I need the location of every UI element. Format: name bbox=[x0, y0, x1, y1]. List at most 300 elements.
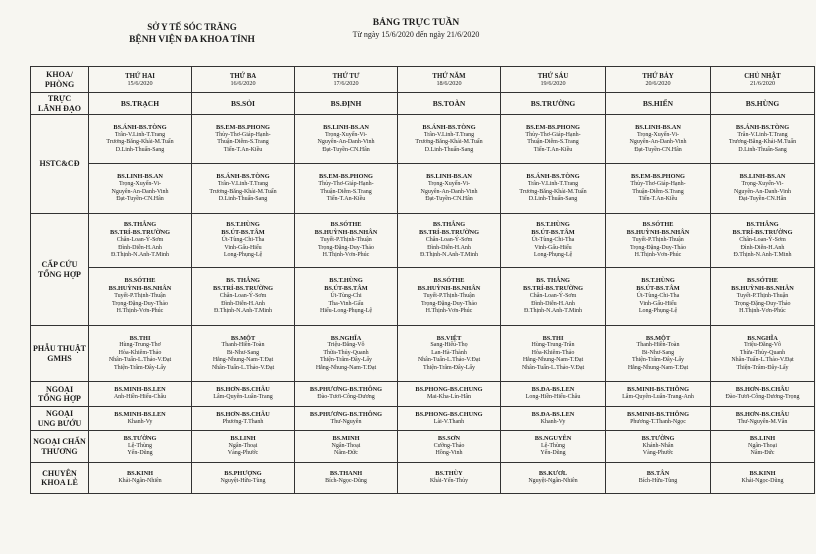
duty-cell bbox=[295, 463, 398, 494]
duty-staff: Đ.Thịnh-N.Anh-T.Minh bbox=[419, 252, 479, 259]
roster-row bbox=[31, 382, 815, 407]
duty-staff: Trân-V.Linh-T.Trang bbox=[527, 181, 579, 188]
duty-doctor: BS.ÚT-BS.TÂM bbox=[324, 285, 368, 293]
duty-doctor: BS.THẮNG bbox=[123, 221, 157, 229]
duty-cell bbox=[89, 115, 192, 164]
duty-staff: Trọng-Xuyến-Vi- bbox=[427, 181, 471, 188]
duty-doctor: BS.SÓTHE bbox=[747, 277, 778, 285]
department-line2: THƯƠNG bbox=[41, 446, 78, 456]
duty-staff: Thủy-Thơ-Giáp-Hạnh- bbox=[630, 181, 686, 188]
day-header bbox=[398, 67, 501, 93]
duty-cell bbox=[501, 115, 606, 164]
duty-cell bbox=[89, 268, 192, 326]
duty-doctor: BS.KƯƠL bbox=[538, 470, 568, 478]
duty-staff: Trân-V.Linh-T.Trang bbox=[423, 131, 475, 138]
duty-staff: Tiến-T.An-Kiều bbox=[638, 196, 678, 203]
day-header bbox=[711, 67, 815, 93]
duty-cell bbox=[295, 326, 398, 382]
duty-cell bbox=[606, 214, 711, 268]
duty-staff: Long-Hiền-Hiếu-Châu bbox=[525, 394, 581, 401]
duty-doctor: BS.ĐA-BS.LEN bbox=[531, 386, 575, 394]
duty-staff: Khải-Ngân-Nhiên bbox=[118, 478, 162, 485]
duty-cell bbox=[295, 407, 398, 431]
duty-staff: Thuận-Diễm-S.Trang bbox=[320, 188, 372, 195]
org-name: SỞ Y TẾ SÓC TRĂNG bbox=[147, 22, 237, 32]
duty-doctor: BS.HƠN-BS.CHÂU bbox=[735, 386, 790, 394]
duty-staff: Tuyết-P.Thịnh-Thuận bbox=[632, 237, 684, 244]
duty-cell bbox=[606, 268, 711, 326]
roster-row bbox=[31, 326, 815, 382]
duty-staff: Bi-Như-Sang bbox=[641, 349, 675, 356]
duty-doctor: BS.EM-BS.PHONG bbox=[319, 173, 373, 181]
duty-staff: Đạt-Tuyền-CN.Hân bbox=[634, 146, 682, 153]
duty-staff: Đ.Thịnh-N.Anh-T.Minh bbox=[213, 308, 273, 315]
duty-staff: Thừa-Thủy-Quanh bbox=[323, 349, 369, 356]
duty-doctor: BS.LINH-BS.AN bbox=[323, 123, 369, 131]
duty-cell bbox=[711, 164, 815, 214]
duty-doctor: BS.LINH-BS.AN bbox=[426, 173, 472, 181]
duty-doctor: BS.MINH-BS.THÔNG bbox=[627, 410, 689, 418]
day-name: CHỦ NHẬT bbox=[744, 72, 781, 80]
leadership-doctor: BS.TRẠCH bbox=[89, 93, 192, 115]
department-line1: CẤP CỨU bbox=[41, 260, 78, 270]
duty-staff: Nhân-Tuấn-L.Thảo-V.Đạt bbox=[731, 357, 794, 364]
duty-staff: Trọng-Đặng-Duy-Thảo bbox=[629, 244, 687, 251]
duty-cell bbox=[501, 268, 606, 326]
duty-doctor: BS.EM-BS.PHONG bbox=[631, 173, 685, 181]
duty-doctor: BS.T.HÙNG bbox=[641, 277, 675, 285]
duty-staff: Trương-Băng-Khải-M.Tuấn bbox=[209, 188, 277, 195]
duty-doctor: BS.NGUYÊN bbox=[534, 435, 572, 443]
duty-cell bbox=[398, 407, 501, 431]
duty-staff: Trân-V.Linh-T.Trang bbox=[114, 131, 166, 138]
duty-doctor: BS.TRÍ-BS.TRƯỜNG bbox=[419, 229, 479, 237]
duty-cell bbox=[89, 463, 192, 494]
duty-doctor: BS.ÚT-BS.TÂM bbox=[221, 229, 265, 237]
leadership-doctor: BS.TOÀN bbox=[398, 93, 501, 115]
duty-cell bbox=[606, 382, 711, 407]
duty-cell bbox=[398, 326, 501, 382]
duty-staff: Trọng-Đặng-Duy-Thảo bbox=[111, 300, 169, 307]
duty-cell bbox=[711, 407, 815, 431]
duty-cell bbox=[606, 115, 711, 164]
duty-staff: Đình-Diễn-H.Anh bbox=[427, 244, 471, 251]
duty-staff: Nguyên-An-Danh-Vinh bbox=[317, 139, 375, 146]
duty-cell bbox=[711, 268, 815, 326]
duty-doctor: BS.KINH bbox=[749, 470, 776, 478]
duty-doctor: BS.TRÍ-BS.TRƯỜNG bbox=[732, 229, 793, 237]
duty-cell bbox=[501, 326, 606, 382]
duty-doctor: BS.NGHĨA bbox=[747, 334, 778, 342]
duty-staff: Tha-Vinh-Gấu bbox=[328, 300, 364, 307]
duty-staff: Trương-Băng-Khải-M.Tuấn bbox=[415, 139, 483, 146]
duty-cell bbox=[501, 382, 606, 407]
duty-staff: Vàng-Phước bbox=[642, 450, 674, 457]
duty-staff: Tuyết-P.Thịnh-Thuận bbox=[114, 293, 166, 300]
hospital-name: BỆNH VIỆN ĐA KHOA TỈNH bbox=[129, 35, 255, 45]
department-label bbox=[31, 431, 89, 463]
duty-staff: Lài-V.Thanh bbox=[433, 418, 465, 425]
duty-staff: Trọng-Xuyến-Vi- bbox=[118, 181, 162, 188]
department-line1: NGOẠI bbox=[45, 409, 74, 419]
duty-staff: Tiến-T.An-Kiều bbox=[326, 196, 366, 203]
duty-staff: Nguyên-An-Danh-Vinh bbox=[111, 188, 169, 195]
duty-staff: Yến-Dũng bbox=[540, 450, 566, 457]
duty-staff: Út-Tùng-Chi bbox=[330, 293, 362, 300]
duty-staff: Trọng-Đặng-Duy-Thảo bbox=[420, 300, 478, 307]
day-name: THỨ HAI bbox=[125, 72, 155, 80]
duty-staff: Đình-Diễn-H.Anh bbox=[740, 244, 785, 251]
duty-doctor: BS.HUỲNH-BS.NHÂN bbox=[314, 229, 378, 237]
leadership-doctor: BS.ĐỊNH bbox=[295, 93, 398, 115]
duty-cell bbox=[192, 407, 295, 431]
leadership-doctor: BS.HIỂN bbox=[606, 93, 711, 115]
duty-doctor: BS.ÁNH-BS.TÒNG bbox=[113, 123, 167, 131]
duty-staff: Thuận-Diễm-S.Trang bbox=[527, 139, 579, 146]
leadership-label bbox=[31, 93, 89, 115]
duty-staff: Hòa-Khiêm-Thảo bbox=[118, 349, 162, 356]
roster-row bbox=[31, 407, 815, 431]
duty-staff: Út-Tùng-Chi-Tha bbox=[636, 293, 680, 300]
duty-cell bbox=[192, 164, 295, 214]
duty-staff: Đạt-Tuyền-CN.Hân bbox=[425, 196, 473, 203]
day-header bbox=[295, 67, 398, 93]
day-date: 20/6/2020 bbox=[645, 79, 671, 87]
date-range: Từ ngày 15/6/2020 đến ngày 21/6/2020 bbox=[352, 30, 480, 39]
day-date: 19/6/2020 bbox=[540, 79, 566, 87]
duty-cell bbox=[501, 164, 606, 214]
duty-staff: H.Thịnh-Vơn-Phúc bbox=[116, 308, 164, 315]
duty-staff: H.Thịnh-Vơn-Phúc bbox=[322, 252, 370, 259]
leadership-doctor: BS.TRƯỜNG bbox=[501, 93, 606, 115]
department-line2: TỔNG HỢP bbox=[38, 394, 81, 403]
duty-staff: Thanh-Hiền-Toàn bbox=[221, 342, 265, 349]
leadership-label-line2: LÃNH ĐẠO bbox=[38, 103, 81, 113]
duty-doctor: BS.ÁNH-BS.TÒNG bbox=[216, 173, 270, 181]
duty-doctor: BS.THÙY bbox=[435, 470, 463, 478]
duty-doctor: BS.HUỲNH-BS.NHÂN bbox=[626, 229, 690, 237]
duty-staff: Đình-Diễn-H.Anh bbox=[531, 300, 575, 307]
duty-cell bbox=[295, 268, 398, 326]
department-label bbox=[31, 326, 89, 382]
duty-doctor: BS.THẮNG bbox=[432, 221, 466, 229]
duty-staff: D.Linh-Thuấn-Sang bbox=[528, 196, 578, 203]
duty-cell bbox=[295, 164, 398, 214]
duty-staff: Đạt-Tuyền-CN.Hân bbox=[116, 196, 164, 203]
duty-staff: Khanh-Vy bbox=[540, 418, 566, 425]
leadership-doctor: BS.HÙNG bbox=[711, 93, 815, 115]
duty-cell bbox=[295, 214, 398, 268]
duty-doctor: BS.LINH-BS.AN bbox=[739, 173, 786, 181]
department-line2: KHOA LẺ bbox=[41, 478, 78, 487]
department-line1: NGOẠI CHẤN bbox=[33, 437, 86, 447]
duty-staff: Út-Tùng-Chi-Tha bbox=[221, 237, 265, 244]
duty-cell bbox=[192, 382, 295, 407]
duty-staff: Đình-Diễn-H.Anh bbox=[221, 300, 265, 307]
duty-staff: Long-Phụng-Lệ bbox=[638, 308, 678, 315]
duty-cell bbox=[89, 326, 192, 382]
duty-staff: Tuyết-P.Thịnh-Thuận bbox=[736, 293, 789, 300]
duty-staff: Bích-Ngọc-Dũng bbox=[325, 478, 367, 485]
leadership-label-line1: TRỰC bbox=[47, 94, 72, 104]
duty-staff: Phương-T.Thanh-Ngọc bbox=[630, 418, 686, 425]
duty-staff: Vinh-Gấu-Hiếu bbox=[534, 244, 572, 251]
duty-staff: Hòa-Khiêm-Thảo bbox=[531, 349, 575, 356]
department-line2: UNG BƯỚU bbox=[37, 418, 82, 428]
duty-staff: Ngân-Thoại bbox=[228, 442, 258, 449]
duty-staff: Lâm-Quyên-Luân-Trang-Anh bbox=[622, 394, 694, 401]
day-header bbox=[89, 67, 192, 93]
duty-doctor: BS.LINH bbox=[749, 435, 776, 443]
duty-cell bbox=[192, 268, 295, 326]
day-name: THỨ BA bbox=[229, 72, 257, 80]
duty-staff: Thuận-Diễm-S.Trang bbox=[217, 139, 269, 146]
duty-staff: Trọng-Xuyến-Vi- bbox=[636, 131, 680, 138]
roster-row bbox=[31, 115, 815, 164]
duty-doctor: BS.PHƯƠNG-BS.THÔNG bbox=[309, 410, 383, 418]
duty-staff: Cường-Thảo bbox=[433, 442, 465, 449]
duty-doctor: BS.EM-BS.PHONG bbox=[526, 123, 580, 131]
duty-cell bbox=[398, 431, 501, 463]
duty-doctor: BS.SƠN bbox=[437, 435, 461, 443]
duty-staff: Thủy-Thơ-Giáp-Hạnh- bbox=[215, 131, 271, 138]
duty-staff: Thủy-Thơ-Giáp-Hạnh- bbox=[318, 181, 374, 188]
department-line2: GMHS bbox=[47, 353, 72, 363]
duty-doctor: BS.HUỲNH-BS.NHÂN bbox=[417, 285, 481, 293]
leadership-row bbox=[31, 93, 815, 115]
duty-cell bbox=[192, 326, 295, 382]
duty-staff: Nhân-Tuấn-L.Thảo-V.Đạt bbox=[417, 357, 481, 364]
department-line1: HSTC&CĐ bbox=[39, 159, 80, 169]
day-date: 18/6/2020 bbox=[436, 79, 462, 87]
duty-staff: Đình-Diễn-H.Anh bbox=[118, 244, 162, 251]
leadership-doctor: BS.SỎI bbox=[192, 93, 295, 115]
duty-staff: Thiện-Trâm-Đây-Lấy bbox=[319, 357, 373, 364]
duty-staff: Trương-Băng-Khải-M.Tuấn bbox=[519, 188, 587, 195]
duty-doctor: BS.VIỆT bbox=[436, 334, 462, 342]
duty-staff: Lan-Hà-Thành bbox=[431, 349, 467, 356]
roster-row bbox=[31, 463, 815, 494]
duty-staff: Anh-Hiền-Hiếu-Châu bbox=[113, 394, 167, 401]
duty-staff: D.Linh-Thuấn-Sang bbox=[424, 146, 474, 153]
duty-staff: Đ.Thịnh-N.Anh-T.Minh bbox=[523, 308, 583, 315]
corner-line1: KHOA/ bbox=[46, 70, 73, 80]
duty-cell bbox=[606, 463, 711, 494]
duty-staff: H.Thịnh-Vơn-Phúc bbox=[739, 308, 786, 315]
duty-staff: Nâm-Đức bbox=[334, 450, 358, 457]
duty-staff: Long-Phụng-Lệ bbox=[533, 252, 573, 259]
duty-staff: Tiến-T.An-Kiều bbox=[223, 146, 263, 153]
org-header bbox=[92, 22, 292, 45]
duty-doctor: BS.PHONG-BS.CHUNG bbox=[415, 386, 483, 394]
duty-doctor: BS.ÚT-BS.TÂM bbox=[531, 229, 575, 237]
duty-doctor: BS.KINH bbox=[126, 470, 154, 478]
duty-cell bbox=[606, 431, 711, 463]
duty-cell bbox=[89, 431, 192, 463]
duty-staff: Trương-Băng-Khải-M.Tuấn bbox=[728, 139, 797, 146]
duty-doctor: BS.MINH bbox=[332, 435, 360, 443]
duty-staff: Vinh-Gấu-Hiếu bbox=[224, 244, 262, 251]
duty-doctor: BS.T.HÙNG bbox=[536, 221, 570, 229]
department-label bbox=[31, 115, 89, 214]
duty-staff: Trương-Băng-Khải-M.Tuấn bbox=[106, 139, 174, 146]
duty-doctor: BS.PHONG-BS.CHUNG bbox=[415, 410, 483, 418]
duty-cell bbox=[192, 431, 295, 463]
duty-staff: Hằng-Nhung-Nam-T.Đạt bbox=[212, 357, 274, 364]
duty-doctor: BS.TƯỜNG bbox=[123, 435, 157, 443]
day-name: THỨ SÁU bbox=[537, 72, 569, 80]
duty-staff: Trọng-Đặng-Duy-Thảo bbox=[734, 300, 791, 307]
day-date: 16/6/2020 bbox=[230, 79, 256, 87]
duty-staff: D.Linh-Thuấn-Sang bbox=[218, 196, 268, 203]
duty-staff: Hùng-Trung-Thơ bbox=[119, 342, 161, 349]
duty-doctor: BS.NGHĨA bbox=[330, 334, 362, 342]
duty-staff: Tuyết-P.Thịnh-Thuận bbox=[423, 293, 475, 300]
duty-doctor: BS.TÂN bbox=[646, 470, 670, 478]
duty-doctor: BS.MỘT bbox=[230, 334, 256, 342]
duty-staff: Thư-Nguyên bbox=[330, 418, 362, 425]
duty-staff: Vinh-Gấu-Hiếu bbox=[639, 300, 677, 307]
duty-staff: Khanh-Vy bbox=[127, 418, 153, 425]
roster-row bbox=[31, 164, 815, 214]
duty-staff: Trọng-Xuyến-Vi- bbox=[741, 181, 784, 188]
duty-staff: Nguyên-An-Danh-Vinh bbox=[420, 188, 478, 195]
duty-staff: Ngân-Thoại bbox=[748, 442, 777, 449]
duty-doctor: BS.LINH bbox=[230, 435, 256, 443]
duty-cell bbox=[711, 326, 815, 382]
duty-staff: Khánh-Nhân bbox=[642, 442, 674, 449]
duty-doctor: BS.TRÍ-BS.TRƯỜNG bbox=[110, 229, 170, 237]
duty-staff: Mai-Kha-Lín-Hân bbox=[427, 394, 471, 401]
duty-doctor: BS.MINH-BS.LEN bbox=[114, 386, 166, 394]
day-header bbox=[501, 67, 606, 93]
duty-staff: Thanh-Hiền-Toàn bbox=[636, 342, 680, 349]
duty-staff: Trân-V.Linh-T.Trang bbox=[737, 131, 788, 138]
duty-staff: Trọng-Đặng-Duy-Thảo bbox=[317, 244, 375, 251]
duty-doctor: BS.THANH bbox=[329, 470, 363, 478]
duty-cell bbox=[89, 214, 192, 268]
duty-doctor: BS.MINH-BS.LEN bbox=[114, 410, 166, 418]
duty-cell bbox=[89, 164, 192, 214]
duty-staff: Triệu-Đăng-Vô bbox=[743, 342, 782, 349]
duty-cell bbox=[501, 431, 606, 463]
duty-cell bbox=[398, 214, 501, 268]
duty-staff: Nhân-Tuấn-L.Thảo-V.Đạt bbox=[108, 357, 172, 364]
duty-staff: H.Thịnh-Vơn-Phúc bbox=[425, 308, 473, 315]
duty-cell bbox=[711, 463, 815, 494]
duty-cell bbox=[89, 382, 192, 407]
duty-doctor: BS.HƠN-BS.CHÂU bbox=[216, 386, 270, 394]
duty-doctor: BS. THẮNG bbox=[226, 277, 260, 285]
duty-staff: Nhân-Tuấn-L.Thảo-V.Đạt bbox=[521, 364, 585, 371]
day-name: THỨ BẢY bbox=[642, 72, 674, 80]
department-line1: NGOẠI bbox=[45, 384, 74, 394]
duty-staff: Thư-Nguyên-M.Vân bbox=[737, 418, 788, 425]
duty-doctor: BS.LINH-BS.AN bbox=[117, 173, 163, 181]
duty-staff: Tiến-T.An-Kiều bbox=[533, 146, 573, 153]
duty-staff: Thuận-Diễm-S.Trang bbox=[632, 188, 684, 195]
duty-cell bbox=[89, 407, 192, 431]
duty-staff: Khải-Yến-Thủy bbox=[429, 478, 469, 485]
duty-staff: Nguyên-An-Danh-Vinh bbox=[734, 188, 791, 195]
duty-cell bbox=[606, 326, 711, 382]
duty-doctor: BS.LINH-BS.AN bbox=[635, 123, 681, 131]
duty-staff: Đ.Thịnh-N.Anh-T.Minh bbox=[733, 252, 792, 259]
duty-staff: Thừa-Thủy-Quanh bbox=[739, 349, 786, 356]
duty-cell bbox=[398, 164, 501, 214]
day-header bbox=[606, 67, 711, 93]
duty-staff: Bi-Như-Sang bbox=[226, 349, 260, 356]
duty-doctor: BS.MỘT bbox=[645, 334, 671, 342]
duty-staff: Chân-Loan-Ý-Sơm bbox=[739, 237, 786, 244]
duty-staff: Trọng-Xuyến-Vi- bbox=[324, 131, 368, 138]
duty-cell bbox=[398, 382, 501, 407]
duty-staff: Chân-Loan-Ý-Sơm bbox=[116, 237, 164, 244]
duty-doctor: BS.T.HÙNG bbox=[226, 221, 260, 229]
day-date: 17/6/2020 bbox=[333, 79, 359, 87]
duty-staff: Hiếu-Long-Phụng-Lệ bbox=[320, 308, 372, 315]
duty-staff: Hằng-Nhung-Nam-T.Đạt bbox=[627, 364, 689, 371]
duty-staff: Lâm-Quyên-Luân-Trang bbox=[213, 394, 273, 401]
duty-doctor: BS.SÓTHE bbox=[433, 277, 465, 285]
duty-cell bbox=[192, 214, 295, 268]
duty-staff: Khải-Ngọc-Dũng bbox=[741, 478, 784, 485]
department-label bbox=[31, 382, 89, 407]
duty-staff: Hồng-Vinh bbox=[435, 450, 463, 457]
department-line2: TỔNG HỢP bbox=[38, 269, 81, 279]
duty-doctor: BS.SÓTHE bbox=[642, 221, 674, 229]
duty-cell bbox=[501, 214, 606, 268]
duty-staff: Bích-Hữu-Tùng bbox=[638, 478, 678, 485]
duty-cell bbox=[711, 382, 815, 407]
duty-cell bbox=[606, 407, 711, 431]
duty-roster-table bbox=[30, 66, 815, 494]
duty-doctor: BS.ÁNH-BS.TÒNG bbox=[735, 123, 790, 131]
duty-doctor: BS.EM-BS.PHONG bbox=[216, 123, 270, 131]
duty-cell bbox=[295, 115, 398, 164]
duty-staff: Đạt-Tuyền-CN.Hân bbox=[738, 196, 787, 203]
duty-doctor: BS.SÓTHE bbox=[330, 221, 362, 229]
duty-cell bbox=[398, 463, 501, 494]
duty-doctor: BS.THI bbox=[129, 334, 151, 342]
duty-staff: Nguyên-An-Danh-Vinh bbox=[629, 139, 687, 146]
duty-staff: Thiện-Trâm-Đây-Lấy bbox=[113, 364, 167, 371]
duty-staff: Út-Tùng-Chi-Tha bbox=[531, 237, 575, 244]
duty-staff: Lệ-Thùng bbox=[541, 442, 565, 449]
department-line1: CHUYÊN bbox=[42, 468, 77, 478]
duty-doctor: BS.TRÍ-BS.TRƯỜNG bbox=[523, 285, 583, 293]
duty-staff: D.Linh-Thuấn-Sang bbox=[738, 146, 787, 153]
duty-staff: Trân-V.Linh-T.Trang bbox=[217, 181, 269, 188]
duty-staff: Yến-Dũng bbox=[127, 450, 153, 457]
duty-staff: Chân-Loan-Ý-Sơm bbox=[219, 293, 267, 300]
duty-cell bbox=[192, 115, 295, 164]
duty-staff: Long-Phụng-Lệ bbox=[223, 252, 263, 259]
day-name: THỨ TƯ bbox=[332, 72, 360, 80]
duty-cell bbox=[295, 431, 398, 463]
duty-cell bbox=[398, 268, 501, 326]
duty-staff: Thiện-Trâm-Đây-Lấy bbox=[422, 364, 476, 371]
duty-doctor: BS.ÁNH-BS.TÒNG bbox=[526, 173, 580, 181]
duty-staff: Hằng-Nhung-Nam-T.Đạt bbox=[315, 364, 377, 371]
day-date: 15/6/2020 bbox=[127, 79, 153, 87]
title-block bbox=[316, 18, 516, 39]
duty-doctor: BS.T.HÙNG bbox=[329, 277, 363, 285]
duty-cell bbox=[501, 407, 606, 431]
day-date: 21/6/2020 bbox=[749, 79, 776, 87]
duty-cell bbox=[192, 463, 295, 494]
duty-cell bbox=[711, 115, 815, 164]
